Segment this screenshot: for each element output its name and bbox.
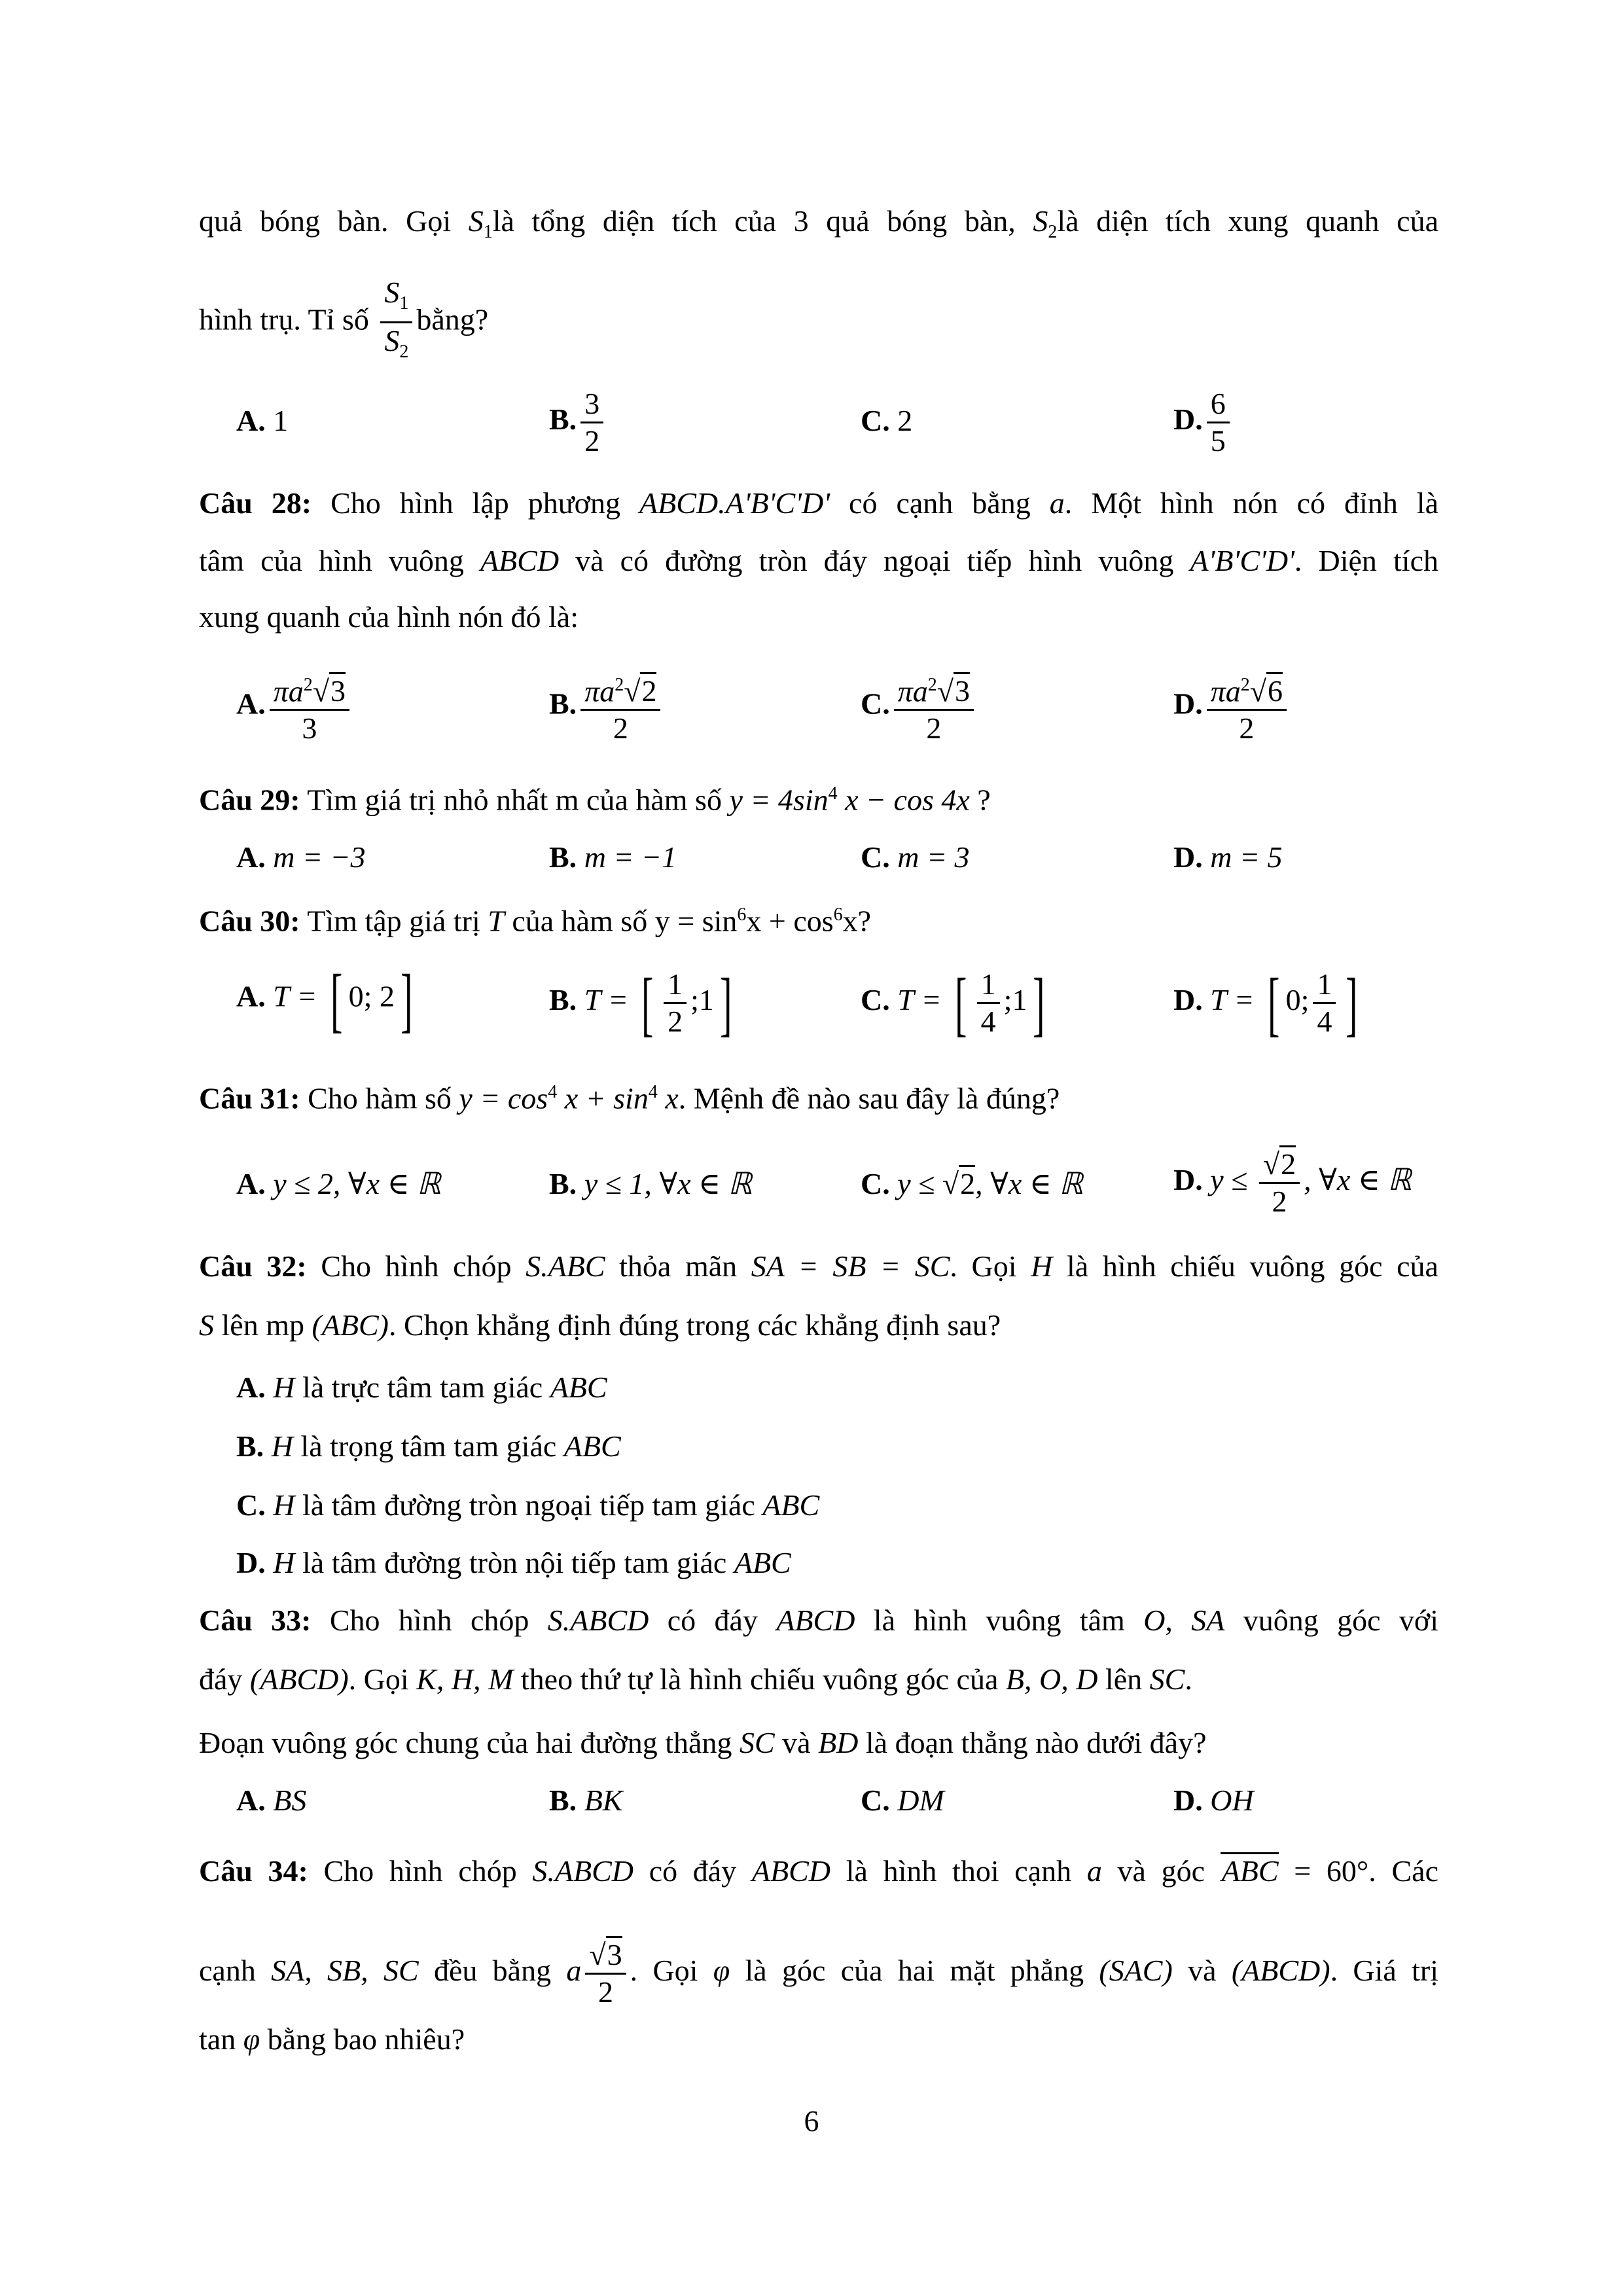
q27-choice-c[interactable]: C. 2: [861, 404, 913, 437]
q29-choice-a[interactable]: A. m = −3: [236, 840, 366, 874]
q30-choice-a[interactable]: A. T = [ 0; 2]: [236, 960, 413, 1039]
q28-line3: xung quanh của hình nón đó là:: [199, 600, 579, 634]
q33-choice-b[interactable]: B. BK: [549, 1784, 623, 1817]
q30-choice-b[interactable]: B. T = [ $\frac{1}{2}$ ;1]: [549, 963, 732, 1043]
q32-choice-a[interactable]: A. H là trực tâm tam giác ABC: [236, 1371, 607, 1404]
q27-choice-b[interactable]: B. $\frac{3}{2}$: [549, 386, 607, 459]
q27-line2: hình trụ. Tỉ số $\frac{S_1}{S_2}$ bằng?: [199, 275, 1438, 370]
q33-choice-a[interactable]: A. BS: [236, 1784, 307, 1817]
q28-choice-a[interactable]: A. $\frac{\pi a^2√3}{3}$: [236, 668, 353, 746]
q30-line1: Câu 30: Tìm tập giá trị T của hàm số $y = \sin^6x + \cos^6x$?: [199, 904, 872, 938]
q34-line1: Câu 34: Cho hình chóp S.ABCD có đáy ABCD là hình thoi cạnh a và góc ABC = 60°. Các: [199, 1852, 1438, 1891]
q27-line1: quả bóng bàn. Gọi $S_1là$ tổng diện tích của 3 quả bóng bàn, $S_2là$ diện tích xung quanh của: [199, 204, 1438, 243]
q29-choice-b[interactable]: B. m = −1: [549, 840, 677, 874]
q33-line2: đáy (ABCD). Gọi K, H, M theo thứ tự là hình chiếu vuông góc của B, O, D lên SC.: [199, 1662, 1192, 1696]
q34-line2: cạnh SA, SB, SC đều bằng a $\frac{√3}{2}$ . Gọi φ là góc của hai mặt phẳng (SAC) và (ABCD). Giá trị: [199, 1937, 1438, 2010]
q33-line3: Đoạn vuông góc chung của hai đường thẳng SC và BD là đoạn thẳng nào dưới đây?: [199, 1726, 1207, 1759]
q32-line2: S lên mp (ABC). Chọn khẳng định đúng trong các khẳng định sau?: [199, 1308, 1001, 1342]
q32-choice-b[interactable]: B. H là trọng tâm tam giác ABC: [236, 1429, 621, 1463]
q28-line2: tâm của hình vuông ABCD và có đường tròn đáy ngoại tiếp hình vuông A'B'C'D'. Diện tích: [199, 544, 1438, 577]
q31-choice-a[interactable]: A. y ≤ 2, ∀x ∈ ℝ: [236, 1167, 441, 1200]
q31-choice-c[interactable]: C. y ≤ √2, ∀x ∈ ℝ: [861, 1164, 1083, 1204]
q27-choice-d[interactable]: D. $\frac{6}{5}$: [1173, 386, 1234, 459]
q31-choice-d[interactable]: D. y ≤ $\frac{√2}{2}$ , ∀x ∈ ℝ: [1173, 1147, 1412, 1219]
q29-choice-d[interactable]: D. m = 5: [1173, 840, 1283, 874]
q31-line1: Câu 31: Cho hàm số $y = \cos^4 x + \sin^4 x$. Mệnh đề nào sau đây là đúng?: [199, 1081, 1060, 1115]
page-number: 6: [804, 2104, 819, 2138]
q29-line1: Câu 29: Tìm giá trị nhỏ nhất m của hàm số $y = 4\sin^4$ x − cos 4x ?: [199, 783, 991, 817]
fraction-s1-s2: $\frac{S_1}{S_2}$: [380, 275, 412, 370]
q32-choice-d[interactable]: D. H là tâm đường tròn nội tiếp tam giác ABC: [236, 1546, 791, 1579]
q33-line1: Câu 33: Cho hình chóp S.ABCD có đáy ABCD là hình vuông tâm O, SA vuông góc với: [199, 1604, 1438, 1637]
q28-choice-c[interactable]: C. $\frac{\pi a^2√3}{2}$: [861, 668, 978, 746]
q32-choice-c[interactable]: C. H là tâm đường tròn ngoại tiếp tam giác ABC: [236, 1488, 820, 1522]
q29-choice-c[interactable]: C. m = 3: [861, 840, 970, 874]
q32-line1: Câu 32: Cho hình chóp S.ABC thỏa mãn SA = SB = SC. Gọi H là hình chiếu vuông góc của: [199, 1249, 1438, 1283]
q28-choice-b[interactable]: B. $\frac{\pi a^2√2}{2}$: [549, 668, 664, 746]
q31-choice-b[interactable]: B. y ≤ 1, ∀x ∈ ℝ: [549, 1167, 753, 1200]
q30-choice-c[interactable]: C. T = [ $\frac{1}{4}$ ;1]: [861, 963, 1045, 1043]
q33-choice-c[interactable]: C. DM: [861, 1784, 944, 1817]
q33-choice-d[interactable]: D. OH: [1173, 1784, 1254, 1817]
q28-line1: Câu 28: Cho hình lập phương ABCD.A'B'C'D' có cạnh bằng a. Một hình nón có đỉnh là: [199, 486, 1439, 520]
q30-choice-d[interactable]: D. T = [ 0; $\frac{1}{4}$ ]: [1173, 963, 1358, 1043]
q34-line3: tan φ bằng bao nhiêu?: [199, 2022, 465, 2056]
q28-choice-d[interactable]: D. $\frac{\pi a^2√6}{2}$: [1173, 668, 1291, 746]
q27-choice-a[interactable]: A. 1: [236, 404, 289, 437]
